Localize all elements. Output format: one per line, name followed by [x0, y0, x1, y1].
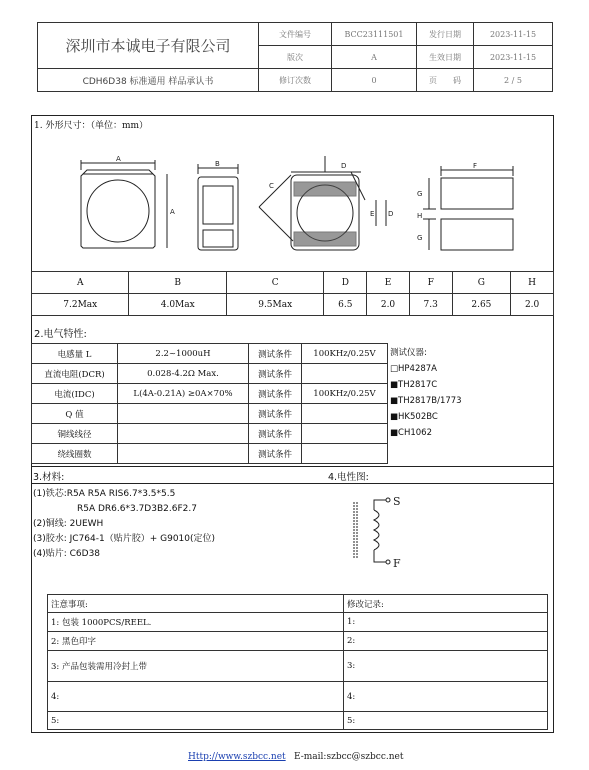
instrument-item: ■TH2817B/1773 — [390, 396, 462, 406]
note-item: 4: — [48, 682, 344, 712]
revision-item: 2: — [344, 632, 548, 651]
dim-header-d: D — [324, 272, 367, 294]
elec-value-wire — [118, 424, 249, 444]
section4-title: 4.电性图: — [328, 472, 369, 483]
checkbox-empty-icon: □ — [390, 364, 399, 374]
drawing-label-b: B — [215, 160, 220, 168]
dim-header-c: C — [226, 272, 323, 294]
value-revisions: 0 — [332, 69, 417, 92]
instrument-item: ■CH1062 — [390, 428, 432, 438]
value-effective-date: 2023-11-15 — [474, 46, 553, 69]
checkbox-filled-icon: ■ — [390, 412, 399, 422]
footer-email[interactable]: E-mail:szbcc@szbcc.net — [294, 752, 404, 762]
side-view — [198, 164, 238, 250]
drawing-label-e: E — [370, 210, 375, 218]
drawing-label-g-bottom: G — [417, 234, 423, 242]
elec-name-dcr: 直流电阻(DCR) — [32, 364, 118, 384]
elec-name-turns: 绕线圈数 — [32, 444, 118, 464]
elec-cond-5 — [302, 424, 388, 444]
dim-header-h: H — [511, 272, 554, 294]
elec-cond-label-1: 测试条件 — [249, 344, 302, 364]
section1-title: 1. 外形尺寸：（单位：mm） — [34, 121, 149, 131]
dim-value-f: 7.3 — [409, 294, 452, 316]
elec-cond-2 — [302, 364, 388, 384]
elec-name-q: Q 值 — [32, 404, 118, 424]
value-version: A — [332, 46, 417, 69]
instruments-block — [390, 345, 462, 441]
drawing-label-a-top: A — [116, 155, 121, 163]
dim-value-c: 9.5Max — [226, 294, 323, 316]
dim-value-a: 7.2Max — [32, 294, 129, 316]
instruments-title: 测试仪器: — [390, 348, 427, 358]
material-wire: (2)铜线: 2UEWH — [33, 519, 104, 529]
end-view — [423, 166, 513, 250]
value-issue-date: 2023-11-15 — [474, 23, 553, 46]
dim-value-d: 6.5 — [324, 294, 367, 316]
elec-cond-1: 100KHz/0.25V — [302, 344, 388, 364]
material-chip: (4)贴片: C6D38 — [33, 549, 101, 559]
material-glue: (3)胶水: JC764-1（贴片胶）+ G9010(定位) — [33, 534, 216, 544]
note-item: 2: 黑色印字 — [48, 632, 344, 651]
elec-cond-label-4: 测试条件 — [249, 404, 302, 424]
label-effective-date: 生效日期 — [417, 46, 474, 69]
section-divider — [31, 483, 554, 484]
instrument-item: ■TH2817C — [390, 380, 438, 390]
elec-value-q — [118, 404, 249, 424]
material-core-2: R5A DR6.6*3.7D3B2.6F2.7 — [77, 504, 197, 514]
elec-value-turns — [118, 444, 249, 464]
revision-item: 1: — [344, 613, 548, 632]
label-issue-date: 发行日期 — [417, 23, 474, 46]
instrument-item: ■HK502BC — [390, 412, 438, 422]
elec-cond-label-2: 测试条件 — [249, 364, 302, 384]
note-item: 1: 包装 1000PCS/REEL. — [48, 613, 344, 632]
revision-item: 4: — [344, 682, 548, 712]
elec-name-inductance: 电感量 L — [32, 344, 118, 364]
schematic-label-s: S — [393, 495, 401, 508]
elec-cond-4 — [302, 404, 388, 424]
revision-header: 修改记录: — [344, 595, 548, 613]
notes-table — [47, 594, 548, 730]
company-name: 深圳市本诚电子有限公司 — [38, 23, 259, 69]
elec-name-idc: 电流(IDC) — [32, 384, 118, 404]
bottom-view — [259, 156, 386, 270]
dim-value-h: 2.0 — [511, 294, 554, 316]
material-core: (1)铁芯:R5A R5A RIS6.7*3.5*5.5 — [33, 489, 176, 499]
elec-cond-label-3: 测试条件 — [249, 384, 302, 404]
dim-value-e: 2.0 — [367, 294, 410, 316]
drawing-label-d: D — [341, 162, 347, 170]
schematic-label-f: F — [393, 557, 401, 570]
revision-item: 3: — [344, 651, 548, 682]
elec-cond-6 — [302, 444, 388, 464]
schematic-diagram — [340, 490, 420, 570]
elec-cond-3: 100KHz/0.25V — [302, 384, 388, 404]
label-version: 版次 — [259, 46, 332, 69]
label-page: 页 码 — [417, 69, 474, 92]
dim-header-b: B — [129, 272, 226, 294]
elec-value-inductance: 2.2~1000uH — [118, 344, 249, 364]
elec-name-wire: 铜线线径 — [32, 424, 118, 444]
dim-header-g: G — [452, 272, 511, 294]
revision-item: 5: — [344, 712, 548, 730]
elec-value-dcr: 0.028-4.2Ω Max. — [118, 364, 249, 384]
dimension-table — [31, 271, 554, 316]
document-subtitle: CDH6D38 标准通用 样品承认书 — [38, 69, 259, 92]
drawing-label-g-top: G — [417, 190, 423, 198]
electrical-table — [31, 343, 388, 464]
header-table — [37, 22, 553, 92]
elec-value-idc: L(4A-0.21A) ≥0A×70% — [118, 384, 249, 404]
drawing-label-f: F — [473, 162, 478, 170]
label-revisions: 修订次数 — [259, 69, 332, 92]
footer-website-link[interactable]: Http://www.szbcc.net — [188, 752, 286, 762]
elec-cond-label-6: 测试条件 — [249, 444, 302, 464]
dim-header-e: E — [367, 272, 410, 294]
dimension-drawing — [31, 130, 554, 270]
value-doc-no: BCC23111501 — [332, 23, 417, 46]
value-page: 2 / 5 — [474, 69, 553, 92]
elec-cond-label-5: 测试条件 — [249, 424, 302, 444]
checkbox-filled-icon: ■ — [390, 396, 399, 406]
materials-list — [33, 487, 215, 562]
checkbox-filled-icon: ■ — [390, 380, 399, 390]
note-item: 5: — [48, 712, 344, 730]
drawing-label-a-side: A — [170, 208, 175, 216]
dim-header-f: F — [409, 272, 452, 294]
dim-value-b: 4.0Max — [129, 294, 226, 316]
drawing-label-c: C — [269, 182, 274, 190]
dim-value-g: 2.65 — [452, 294, 511, 316]
instrument-item: □HP4287A — [390, 364, 437, 374]
notes-header: 注意事项: — [48, 595, 344, 613]
top-view — [81, 160, 167, 248]
section3-title: 3.材料: — [33, 472, 65, 483]
checkbox-filled-icon: ■ — [390, 428, 399, 438]
drawing-label-h: H — [417, 212, 423, 220]
section-divider — [31, 466, 554, 467]
note-item: 3: 产品包装需用冷封上带 — [48, 651, 344, 682]
section2-title: 2.电气特性: — [34, 329, 87, 340]
label-doc-no: 文件编号 — [259, 23, 332, 46]
dim-header-a: A — [32, 272, 129, 294]
drawing-label-d2: D — [388, 210, 394, 218]
